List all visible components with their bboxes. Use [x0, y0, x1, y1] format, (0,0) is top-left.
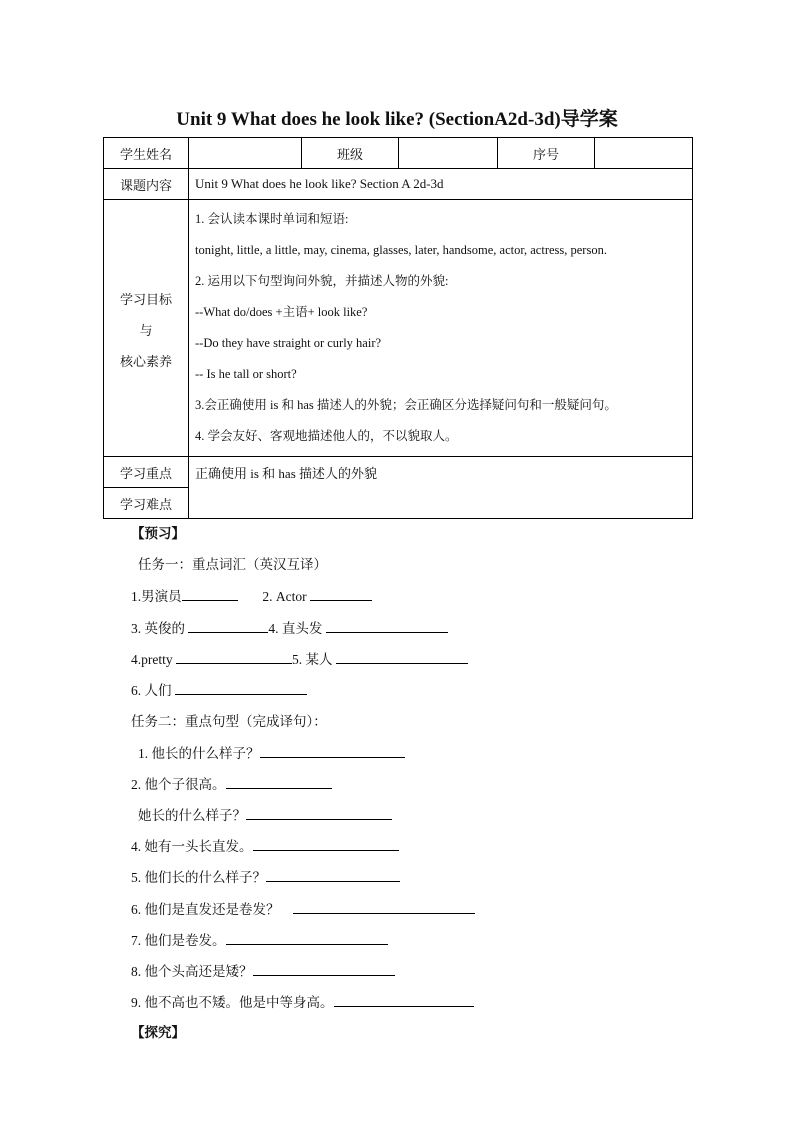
answer-blank[interactable]: [246, 807, 392, 820]
answer-blank[interactable]: [176, 651, 292, 664]
vocab-item: [131, 585, 372, 605]
goal-line: 1. 会认读本课时单词和短语:: [195, 212, 349, 226]
goal-line: --What do/does +主语+ look like?: [195, 305, 368, 319]
student-name-label: 学生姓名: [104, 138, 189, 169]
sentence-item: [138, 804, 392, 824]
topic-value: Unit 9 What does he look like? Section A 2d-3d: [189, 169, 693, 200]
vocab-prompt: 5. 某人: [292, 652, 333, 667]
page-title: Unit 9 What does he look like? (SectionA2d-3d)导学案: [176, 109, 618, 130]
answer-blank[interactable]: [175, 682, 307, 695]
goal-label-line: 学习目标: [119, 291, 172, 307]
seat-field[interactable]: [595, 138, 693, 169]
answer-blank[interactable]: [293, 901, 475, 914]
sentence-prompt: 6. 他们是直发还是卷发？: [131, 902, 280, 917]
answer-blank[interactable]: [226, 932, 388, 945]
table-row: [104, 200, 693, 457]
sentence-prompt: 9. 他不高也不矮。他是中等身高。: [131, 995, 334, 1010]
answer-blank[interactable]: [310, 588, 372, 601]
info-table: [103, 137, 693, 519]
answer-blank[interactable]: [266, 869, 400, 882]
vocab-item: [131, 617, 448, 637]
sentence-item: [131, 898, 475, 918]
answer-blank[interactable]: [336, 651, 468, 664]
sentence-prompt: 5. 他们长的什么样子？: [131, 870, 266, 885]
sentence-prompt: 她长的什么样子？: [138, 808, 246, 823]
key-label: 学习重点: [104, 457, 189, 488]
difficulty-label: 学习难点: [104, 488, 189, 519]
sentence-item: [131, 866, 400, 886]
table-row: [104, 457, 693, 488]
key-value: 正确使用 is 和 has 描述人的外貌: [189, 457, 693, 519]
answer-blank[interactable]: [326, 620, 448, 633]
goal-content: [189, 200, 693, 457]
sentence-prompt: 7. 他们是卷发。: [131, 933, 226, 948]
table-row: [104, 169, 693, 200]
task1-heading: 任务一：重点词汇（英汉互译）: [138, 557, 327, 572]
student-name-field[interactable]: [189, 138, 302, 169]
sentence-prompt: 4. 她有一头长直发。: [131, 839, 253, 854]
vocab-item: [131, 648, 468, 668]
answer-blank[interactable]: [253, 963, 395, 976]
answer-blank[interactable]: [188, 620, 268, 633]
answer-blank[interactable]: [182, 588, 238, 601]
goal-line: --Do they have straight or curly hair?: [195, 336, 382, 350]
vocab-item: [131, 679, 307, 699]
seat-label: 序号: [498, 138, 595, 169]
sentence-item: [131, 960, 395, 980]
vocab-prompt: 3. 英俊的: [131, 621, 185, 636]
explore-heading: 【探究】: [131, 1025, 185, 1040]
sentence-item: [138, 742, 405, 762]
answer-blank[interactable]: [226, 776, 332, 789]
vocab-prompt: 1.男演员: [131, 589, 182, 604]
sentence-item: [131, 773, 332, 793]
answer-blank[interactable]: [253, 838, 399, 851]
answer-blank[interactable]: [260, 745, 405, 758]
vocab-prompt: 2. Actor: [262, 589, 307, 604]
vocab-prompt: 6. 人们: [131, 683, 172, 698]
sentence-item: [131, 929, 388, 949]
vocab-prompt: 4.pretty: [131, 652, 173, 667]
sentence-prompt: 8. 他个头高还是矮？: [131, 964, 253, 979]
class-field[interactable]: [399, 138, 498, 169]
goal-line: tonight, little, a little, may, cinema, glasses, later, handsome, actor, actress, person.: [195, 243, 607, 257]
goal-line: 4. 学会友好、客观地描述他人的，不以貌取人。: [195, 429, 458, 443]
sentence-prompt: 2. 他个子很高。: [131, 777, 226, 792]
topic-label: 课题内容: [104, 169, 189, 200]
goal-label-line: 与: [139, 322, 153, 338]
sentence-item: [131, 835, 399, 855]
sentence-item: [131, 991, 474, 1011]
goal-line: 2. 运用以下句型询问外貌，并描述人物的外貌:: [195, 274, 449, 288]
goal-line: -- Is he tall or short?: [195, 367, 297, 381]
goal-label-line: 核心素养: [119, 353, 172, 369]
sentence-prompt: 1. 他长的什么样子？: [138, 746, 260, 761]
table-row: [104, 138, 693, 169]
goal-label: [104, 200, 189, 457]
preview-heading: 【预习】: [131, 526, 185, 541]
class-label: 班级: [302, 138, 399, 169]
vocab-prompt: 4. 直头发: [268, 621, 323, 636]
goal-line: 3.会正确使用 is 和 has 描述人的外貌；会正确区分选择疑问句和一般疑问句。: [195, 398, 617, 412]
task2-heading: 任务二：重点句型（完成译句）：: [131, 714, 327, 729]
answer-blank[interactable]: [334, 994, 474, 1007]
